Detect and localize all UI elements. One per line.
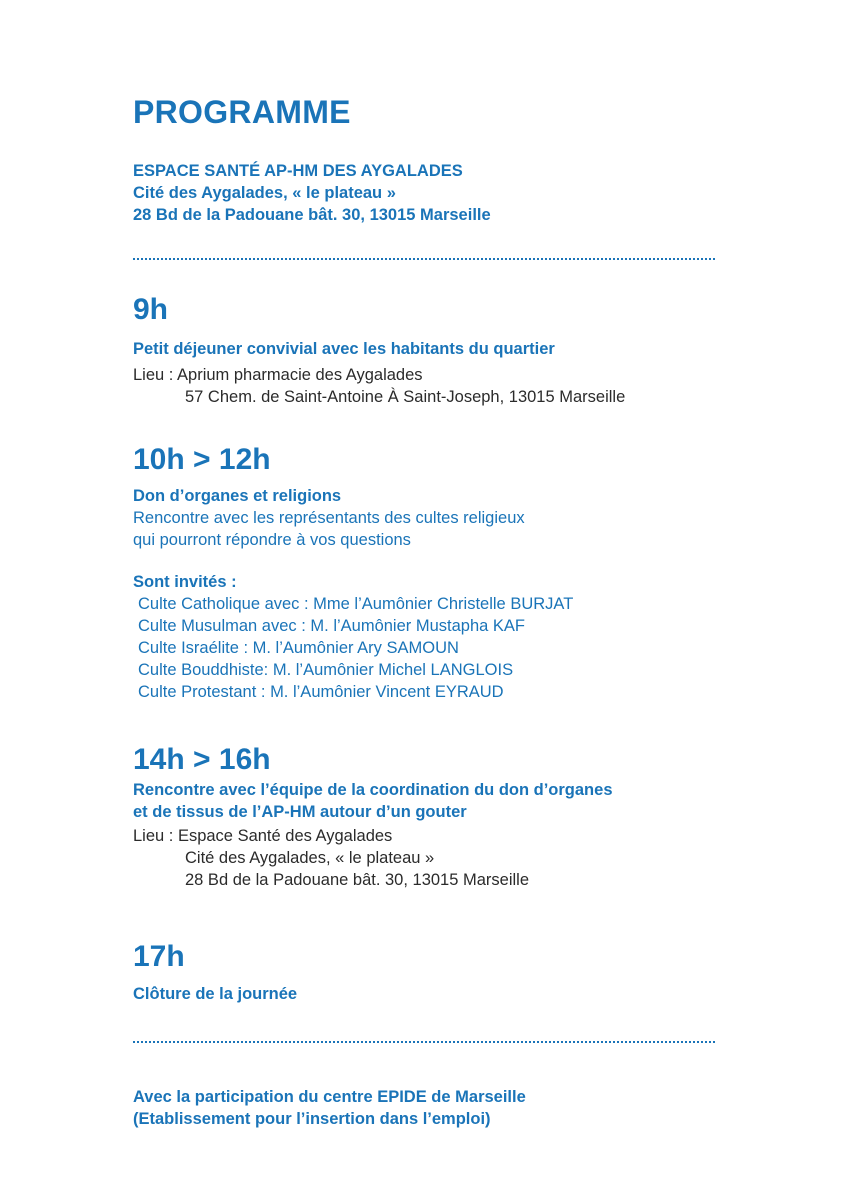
dotted-divider-bottom	[133, 1041, 715, 1043]
participation-note	[133, 1086, 526, 1130]
schedule-heading: Don d’organes et religions	[133, 487, 342, 505]
schedule-description: Rencontre avec les représentants des cultes religieux	[133, 509, 525, 527]
schedule-description: qui pourront répondre à vos questions	[133, 531, 411, 549]
guest-item: Culte Israélite : M. l’Aumônier Ary SAMOUN	[138, 639, 459, 657]
schedule-location	[133, 825, 613, 891]
location-line: 57 Chem. de Saint-Antoine À Saint-Joseph, 13015 Marseille	[185, 388, 626, 406]
invited-label: Sont invités :	[133, 573, 237, 591]
page-title: PROGRAMME	[133, 94, 351, 130]
venue-street: 28 Bd de la Padouane bât. 30, 13015 Marseille	[133, 206, 491, 224]
guest-item: Culte Bouddhiste: M. l’Aumônier Michel LANGLOIS	[138, 661, 514, 679]
location-line: Cité des Aygalades, « le plateau »	[185, 849, 435, 867]
schedule-item-10h-12h	[133, 443, 573, 703]
schedule-item-14h-16h	[133, 743, 613, 891]
venue-place: Cité des Aygalades, « le plateau »	[133, 184, 396, 202]
schedule-time: 14h > 16h	[133, 743, 271, 776]
heading-line: Rencontre avec l’équipe de la coordination du don d’organes	[133, 781, 613, 799]
schedule-time: 9h	[133, 293, 169, 326]
venue-name: ESPACE SANTÉ AP-HM DES AYGALADES	[133, 162, 463, 180]
schedule-heading: Petit déjeuner convivial avec les habitants du quartier	[133, 340, 555, 358]
schedule-heading: Clôture de la journée	[133, 985, 298, 1003]
location-line: Lieu : Aprium pharmacie des Aygalades	[133, 366, 423, 384]
schedule-heading	[133, 779, 613, 823]
schedule-location	[133, 364, 625, 408]
schedule-time: 10h > 12h	[133, 443, 271, 476]
location-line: Lieu : Espace Santé des Aygalades	[133, 827, 393, 845]
participation-line: Avec la participation du centre EPIDE de Marseille	[133, 1088, 526, 1106]
schedule-item-9h	[133, 293, 625, 408]
dotted-divider-top	[133, 258, 715, 260]
schedule-time: 17h	[133, 940, 185, 973]
guest-item: Culte Musulman avec : M. l’Aumônier Mustapha KAF	[138, 617, 525, 635]
participation-line: (Etablissement pour l’insertion dans l’emploi)	[133, 1110, 491, 1128]
invited-guests	[133, 571, 573, 703]
guest-item: Culte Protestant : M. l’Aumônier Vincent EYRAUD	[138, 683, 504, 701]
schedule-item-17h	[133, 940, 297, 1005]
venue-address	[133, 160, 491, 226]
location-line: 28 Bd de la Padouane bât. 30, 13015 Marseille	[185, 871, 530, 889]
guest-item: Culte Catholique avec : Mme l’Aumônier Christelle BURJAT	[138, 595, 574, 613]
heading-line: et de tissus de l’AP-HM autour d’un gouter	[133, 803, 467, 821]
